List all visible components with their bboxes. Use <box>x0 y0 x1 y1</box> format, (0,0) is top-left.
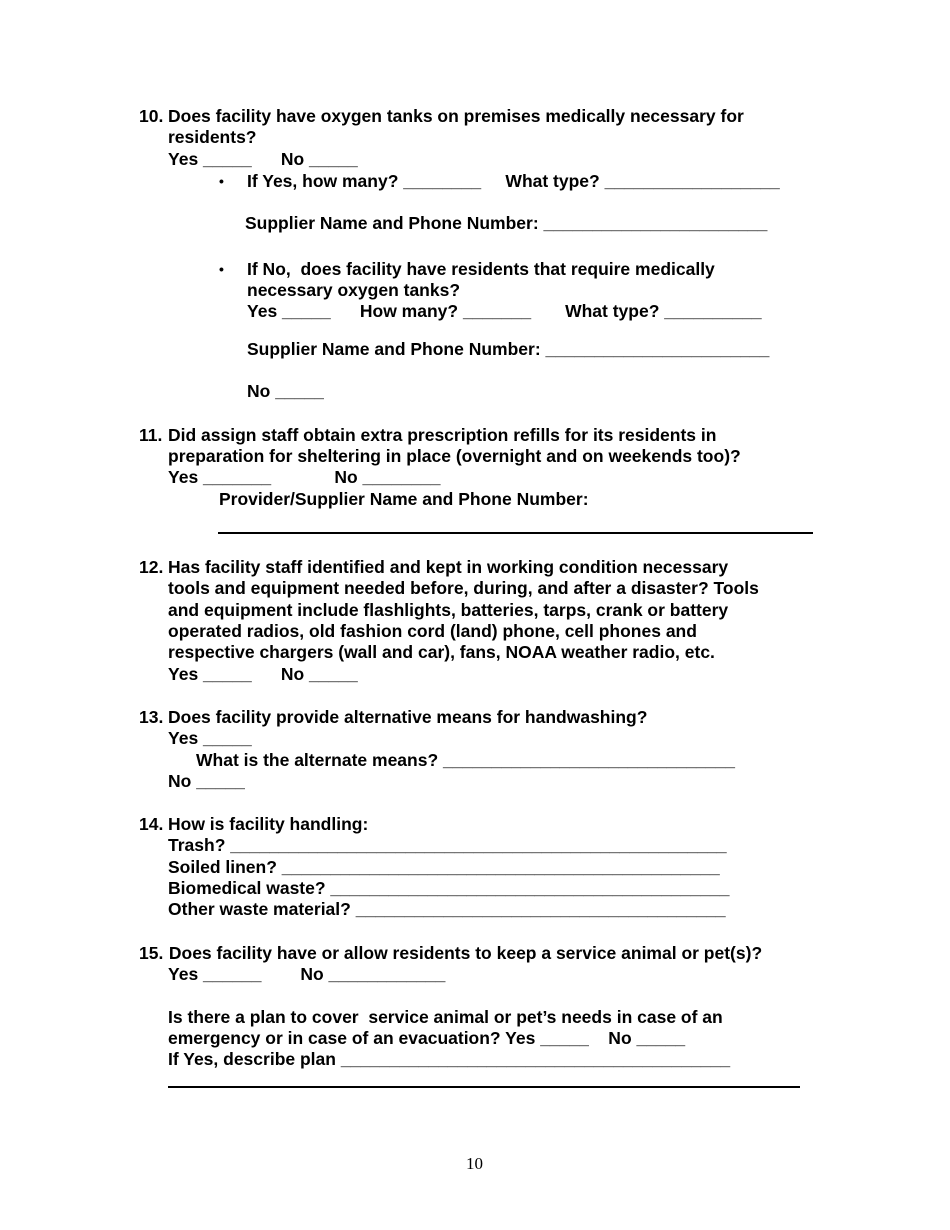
q11-yes-no: Yes _______ No ________ <box>168 467 441 487</box>
q12-number: 12. <box>139 557 164 577</box>
q15-plan-line2: emergency or in case of an evacuation? Yes _____ No _____ <box>168 1028 686 1048</box>
q15-plan-extra-line <box>168 1086 800 1088</box>
q15-yes-no: Yes ______ No ____________ <box>168 964 446 984</box>
q10-question-cont: residents? <box>168 127 257 147</box>
q14-trash: Trash? ___________________________________________________ <box>168 835 727 855</box>
q10-question: Does facility have oxygen tanks on premises medically necessary for <box>168 106 744 126</box>
q13-yes: Yes _____ <box>168 728 252 748</box>
q11-provider: Provider/Supplier Name and Phone Number: <box>219 489 589 509</box>
q10-bullet-b-line2: necessary oxygen tanks? <box>247 280 461 300</box>
q13-question: Does facility provide alternative means for handwashing? <box>168 707 648 727</box>
q14-number: 14. <box>139 814 164 834</box>
q13-alternate: What is the alternate means? ______________________________ <box>196 750 735 770</box>
q14-other-waste: Other waste material? ______________________________________ <box>168 899 726 919</box>
q11-number: 11. <box>139 425 163 445</box>
q14-question: How is facility handling: <box>168 814 369 834</box>
q14-soiled-linen: Soiled linen? _____________________________________________ <box>168 857 720 877</box>
q10-number: 10. <box>139 106 164 126</box>
q10-bullet-b-supplier: Supplier Name and Phone Number: _______________________ <box>247 339 770 359</box>
q10-bullet-b-line1: If No, does facility have residents that require medically <box>247 259 715 279</box>
q12-line: operated radios, old fashion cord (land) phone, cell phones and <box>168 621 697 641</box>
q10-bullet-b-no: No _____ <box>247 381 324 401</box>
q15-number: 15. <box>139 943 164 963</box>
q14-biomedical-waste: Biomedical waste? _________________________________________ <box>168 878 730 898</box>
page-number: 10 <box>466 1154 483 1173</box>
q11-line2: preparation for sheltering in place (overnight and on weekends too)? <box>168 446 741 466</box>
q11-line1: Did assign staff obtain extra prescription refills for its residents in <box>168 425 717 445</box>
q10-bullet-a-supplier: Supplier Name and Phone Number: _______________________ <box>245 213 768 233</box>
q15-plan-line3: If Yes, describe plan ________________________________________ <box>168 1049 731 1069</box>
q10-yes-no: Yes _____ No _____ <box>168 149 358 169</box>
q12-line: Has facility staff identified and kept in working condition necessary <box>168 557 729 577</box>
q11-provider-line <box>218 532 813 534</box>
q10-bullet-a-line: If Yes, how many? ________ What type? __________________ <box>247 171 780 191</box>
q10-bullet-b-line3: Yes _____ How many? _______ What type? __________ <box>247 301 762 321</box>
q12-yes-no: Yes _____ No _____ <box>168 664 358 684</box>
q12-line: and equipment include flashlights, batteries, tarps, crank or battery <box>168 600 729 620</box>
q12-line: respective chargers (wall and car), fans, NOAA weather radio, etc. <box>168 642 715 662</box>
bullet-icon: • <box>219 173 224 189</box>
q15-question: Does facility have or allow residents to keep a service animal or pet(s)? <box>164 943 763 963</box>
q13-number: 13. <box>139 707 164 727</box>
q15-plan-line1: Is there a plan to cover service animal or pet’s needs in case of an <box>168 1007 723 1027</box>
q12-line: tools and equipment needed before, during, and after a disaster? Tools <box>168 578 759 598</box>
bullet-icon: • <box>219 261 224 277</box>
q13-no: No _____ <box>168 771 245 791</box>
